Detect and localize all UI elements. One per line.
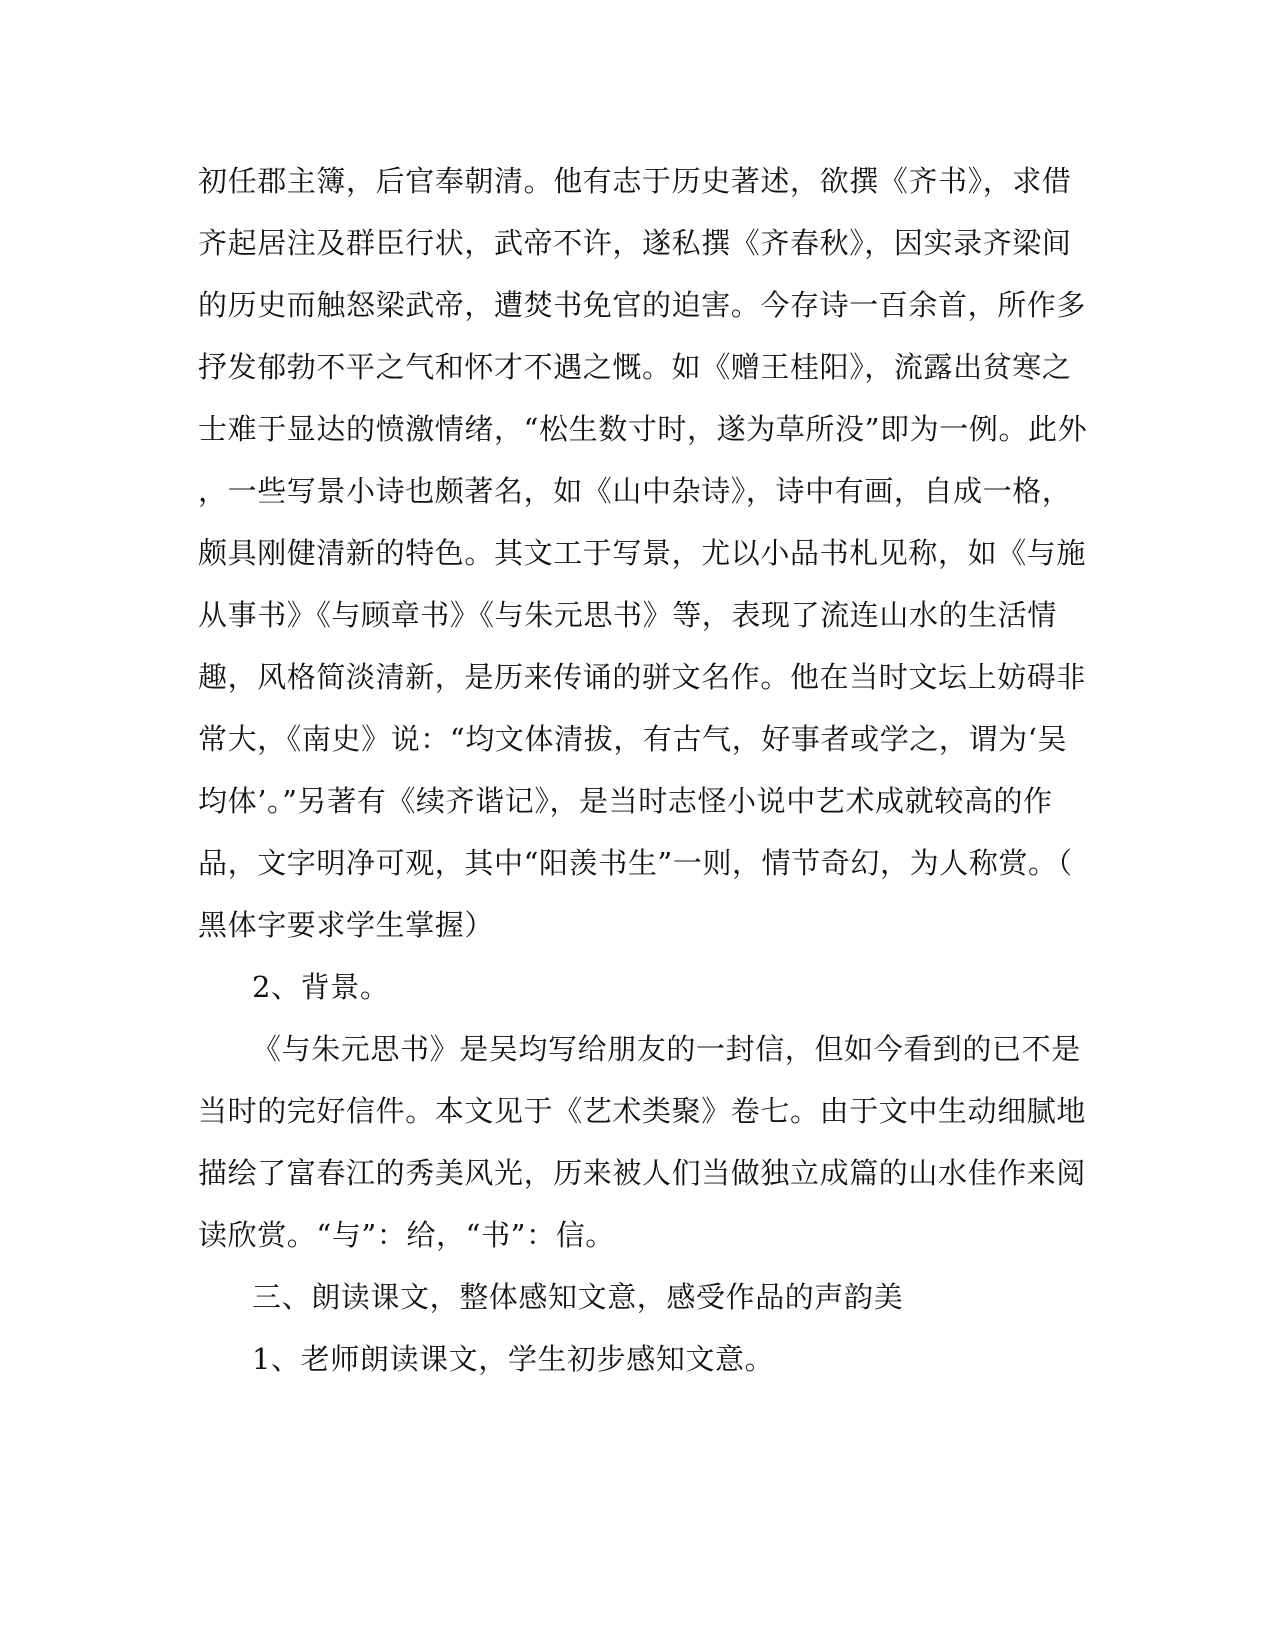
section-heading: 2、背景。 (252, 970, 390, 1004)
section-heading: 三、朗读课文，整体感知文意，感受作品的声韵美 (252, 1280, 904, 1314)
text-line: ，一些写景小诗也颇著名，如《山中杂诗》，诗中有画，自成一格， (198, 474, 1072, 508)
text-line: 常大，《南史》说：“均文体清拔，有古气，好事者或学之，谓为‘吴 (198, 722, 1068, 756)
text-line: 《与朱元思书》是吴均写给朋友的一封信，但如今看到的已不是 (252, 1032, 1081, 1066)
text-line: 品，文字明净可观，其中“阳羡书生”一则，情节奇幻，为人称赏。（ (198, 846, 1073, 880)
text-line: 士难于显达的愤激情绪，“松生数寸时，遂为草所没”即为一例。此外 (198, 412, 1088, 446)
text-line: 抒发郁勃不平之气和怀才不遇之慨。如《赠王桂阳》，流露出贫寒之 (198, 350, 1072, 384)
text-line: 均体’。”另著有《续齐谐记》，是当时志怪小说中艺术成就较高的作 (198, 784, 1053, 818)
section-heading: 1、老师朗读课文，学生初步感知文意。 (252, 1342, 775, 1376)
text-line: 颇具刚健清新的特色。其文工于写景，尤以小品书札见称，如《与施 (198, 536, 1087, 570)
text-line: 黑体字要求学生掌握） (198, 908, 495, 942)
text-line: 从事书》《与顾章书》《与朱元思书》等，表现了流连山水的生活情 (198, 598, 1058, 632)
text-line: 的历史而触怒梁武帝，遭焚书免官的迫害。今存诗一百余首，所作多 (198, 288, 1087, 322)
text-line: 当时的完好信件。本文见于《艺术类聚》卷七。由于文中生动细腻地 (198, 1094, 1087, 1128)
text-line: 初任郡主簿，后官奉朝清。他有志于历史著述，欲撰《齐书》，求借 (198, 164, 1072, 198)
text-line: 趣，风格简淡清新，是历来传诵的骈文名作。他在当时文坛上妨碍非 (198, 660, 1087, 694)
text-line: 读欣赏。“与”：给，“书”：信。 (198, 1218, 615, 1252)
text-line: 描绘了富春江的秀美风光，历来被人们当做独立成篇的山水佳作来阅 (198, 1156, 1087, 1190)
text-line: 齐起居注及群臣行状，武帝不许，遂私撰《齐春秋》，因实录齐梁间 (198, 226, 1072, 260)
